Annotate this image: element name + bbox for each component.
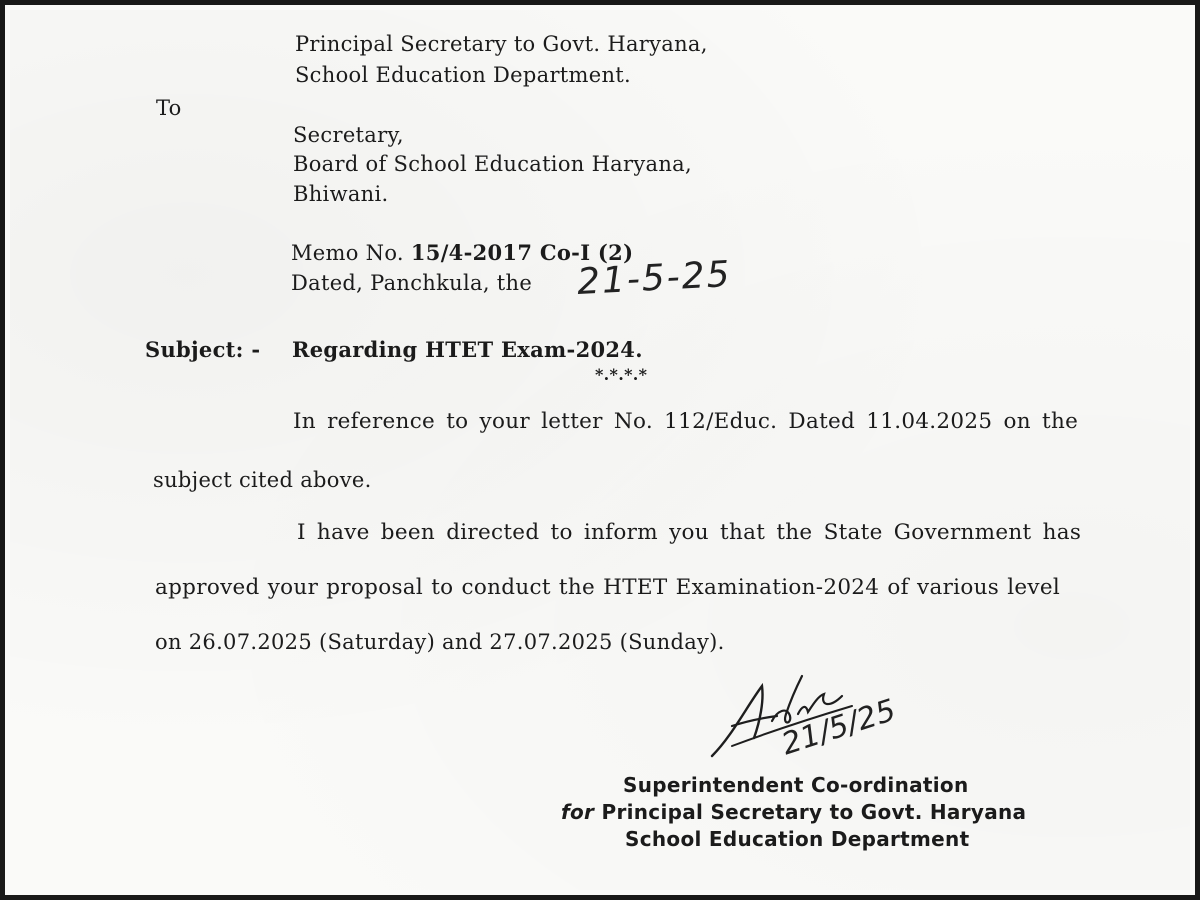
body-para2-line1: I have been directed to inform you that the State Government has <box>297 520 1082 545</box>
signatory-on-behalf <box>561 800 1026 824</box>
for-prefix: for <box>561 800 595 824</box>
subject-text: Regarding HTET Exam-2024. <box>292 337 643 362</box>
letter-page <box>10 10 1190 890</box>
recipient-line-3: Bhiwani. <box>293 182 389 206</box>
memo-number: 15/4-2017 Co-I (2) <box>410 240 634 265</box>
signatory-department: School Education Department <box>625 827 970 851</box>
handwritten-memo-date: 21-5-25 <box>576 253 733 304</box>
body-para1-line1: In reference to your letter No. 112/Educ. Dated 11.04.2025 on the <box>293 409 1079 434</box>
body-para1-line2: subject cited above. <box>153 468 372 492</box>
on-behalf-of: Principal Secretary to Govt. Haryana <box>601 800 1027 824</box>
subject-label: Subject: - <box>145 337 261 362</box>
signature-date: 21/5/25 <box>777 692 901 763</box>
signatory-designation: Superintendent Co-ordination <box>623 773 969 797</box>
subject-separator: *.*.*.* <box>595 365 648 384</box>
sender-line-1: Principal Secretary to Govt. Haryana, <box>295 32 708 56</box>
recipient-line-1: Secretary, <box>293 123 404 147</box>
to-label: To <box>156 96 182 120</box>
recipient-line-2: Board of School Education Haryana, <box>293 152 692 176</box>
body-para2-line2: approved your proposal to conduct the HTET Examination-2024 of various level <box>155 575 1061 600</box>
memo-label: Memo No. <box>291 241 404 265</box>
sender-line-2: School Education Department. <box>295 63 632 87</box>
body-para2-line3: on 26.07.2025 (Saturday) and 27.07.2025 (Sunday). <box>155 630 725 654</box>
dated-line <box>291 271 532 295</box>
dated-label: Dated, Panchkula, the <box>291 271 533 295</box>
